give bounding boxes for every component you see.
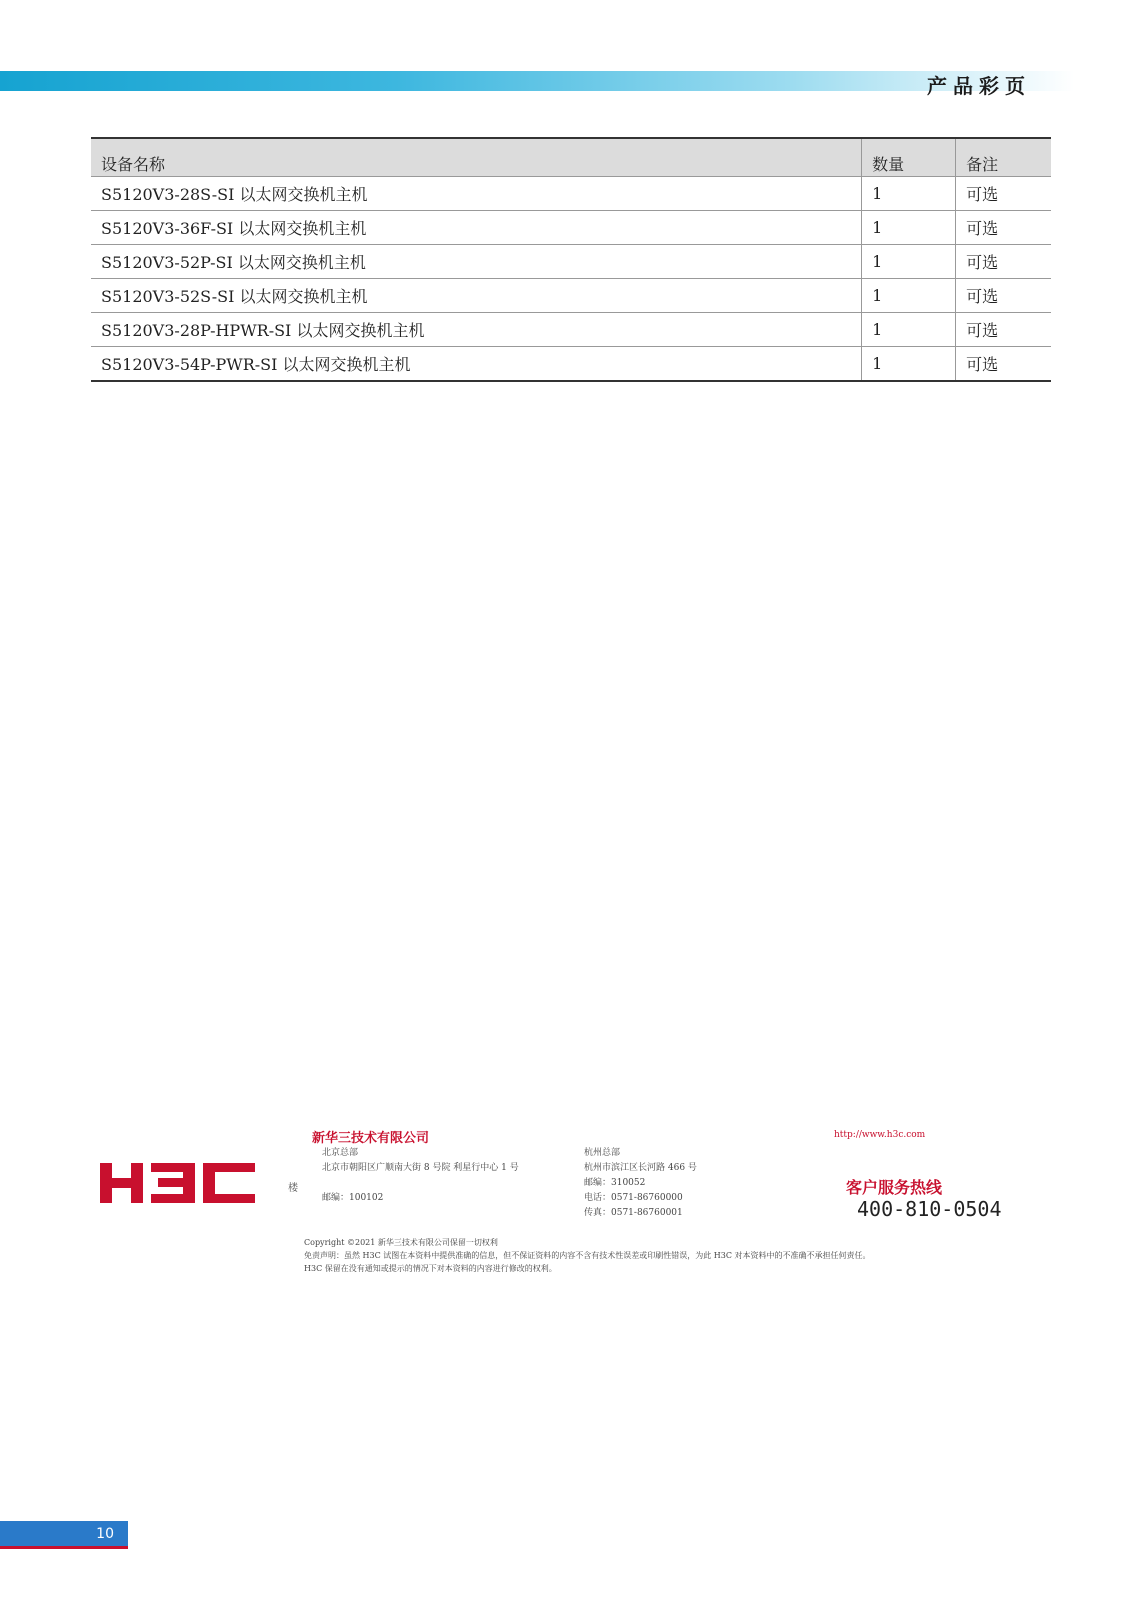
column-header-device-name: 设备名称 [91, 138, 862, 177]
hotline-label: 客户服务热线 [846, 1178, 943, 1197]
legal-notice [304, 1236, 871, 1275]
h3c-logo [100, 1162, 255, 1204]
quantity-cell: 1 [862, 279, 956, 313]
office-postcode: 邮编：100102 [322, 1193, 384, 1203]
equipment-table [91, 137, 1051, 382]
device-name-cell: S5120V3-28S-SI 以太网交换机主机 [91, 177, 862, 211]
company-name: 新华三技术有限公司 [312, 1131, 430, 1146]
page-number-tab [0, 1521, 128, 1549]
quantity-cell: 1 [862, 211, 956, 245]
office-phone: 电话：0571-86760000 [584, 1193, 683, 1203]
office-address: 北京市朝阳区广顺南大街 8 号院 利星行中心 1 号 [322, 1163, 519, 1173]
rights-line: H3C 保留在没有通知或提示的情况下对本资料的内容进行修改的权利。 [304, 1264, 557, 1273]
remarks-cell: 可选 [956, 313, 1051, 347]
address-fragment: 楼 [288, 1183, 298, 1194]
quantity-cell: 1 [862, 177, 956, 211]
website-link[interactable]: http://www.h3c.com [834, 1130, 926, 1140]
device-name-cell: S5120V3-36F-SI 以太网交换机主机 [91, 211, 862, 245]
table-row [91, 313, 1051, 347]
device-name-cell: S5120V3-52P-SI 以太网交换机主机 [91, 245, 862, 279]
beijing-office [322, 1146, 519, 1206]
office-title: 北京总部 [322, 1148, 359, 1158]
hangzhou-office [584, 1146, 697, 1221]
hotline-number: 400-810-0504 [857, 1197, 1002, 1221]
device-name-cell: S5120V3-52S-SI 以太网交换机主机 [91, 279, 862, 313]
office-title: 杭州总部 [584, 1148, 621, 1158]
remarks-cell: 可选 [956, 279, 1051, 313]
table-row [91, 279, 1051, 313]
remarks-cell: 可选 [956, 245, 1051, 279]
office-address: 杭州市滨江区长河路 466 号 [584, 1163, 697, 1173]
remarks-cell: 可选 [956, 177, 1051, 211]
table-row [91, 211, 1051, 245]
office-postcode: 邮编：310052 [584, 1178, 646, 1188]
column-header-remarks: 备注 [956, 138, 1051, 177]
quantity-cell: 1 [862, 245, 956, 279]
table-row [91, 245, 1051, 279]
copyright-line: Copyright ©2021 新华三技术有限公司保留一切权利 [304, 1238, 498, 1247]
device-name-cell: S5120V3-28P-HPWR-SI 以太网交换机主机 [91, 313, 862, 347]
page-header-title: 产品彩页 [927, 74, 1031, 98]
device-name-cell: S5120V3-54P-PWR-SI 以太网交换机主机 [91, 347, 862, 382]
office-fax: 传真：0571-86760001 [584, 1208, 683, 1218]
table-row [91, 347, 1051, 382]
page-number: 10 [96, 1526, 114, 1542]
quantity-cell: 1 [862, 347, 956, 382]
quantity-cell: 1 [862, 313, 956, 347]
table-header-row [91, 138, 1051, 177]
remarks-cell: 可选 [956, 347, 1051, 382]
remarks-cell: 可选 [956, 211, 1051, 245]
disclaimer-line: 免责声明：虽然 H3C 试图在本资料中提供准确的信息，但不保证资料的内容不含有技术性误差或印刷性错误，为此 H3C 对本资料中的不准确不承担任何责任。 [304, 1251, 871, 1260]
column-header-quantity: 数量 [862, 138, 956, 177]
table-row [91, 177, 1051, 211]
